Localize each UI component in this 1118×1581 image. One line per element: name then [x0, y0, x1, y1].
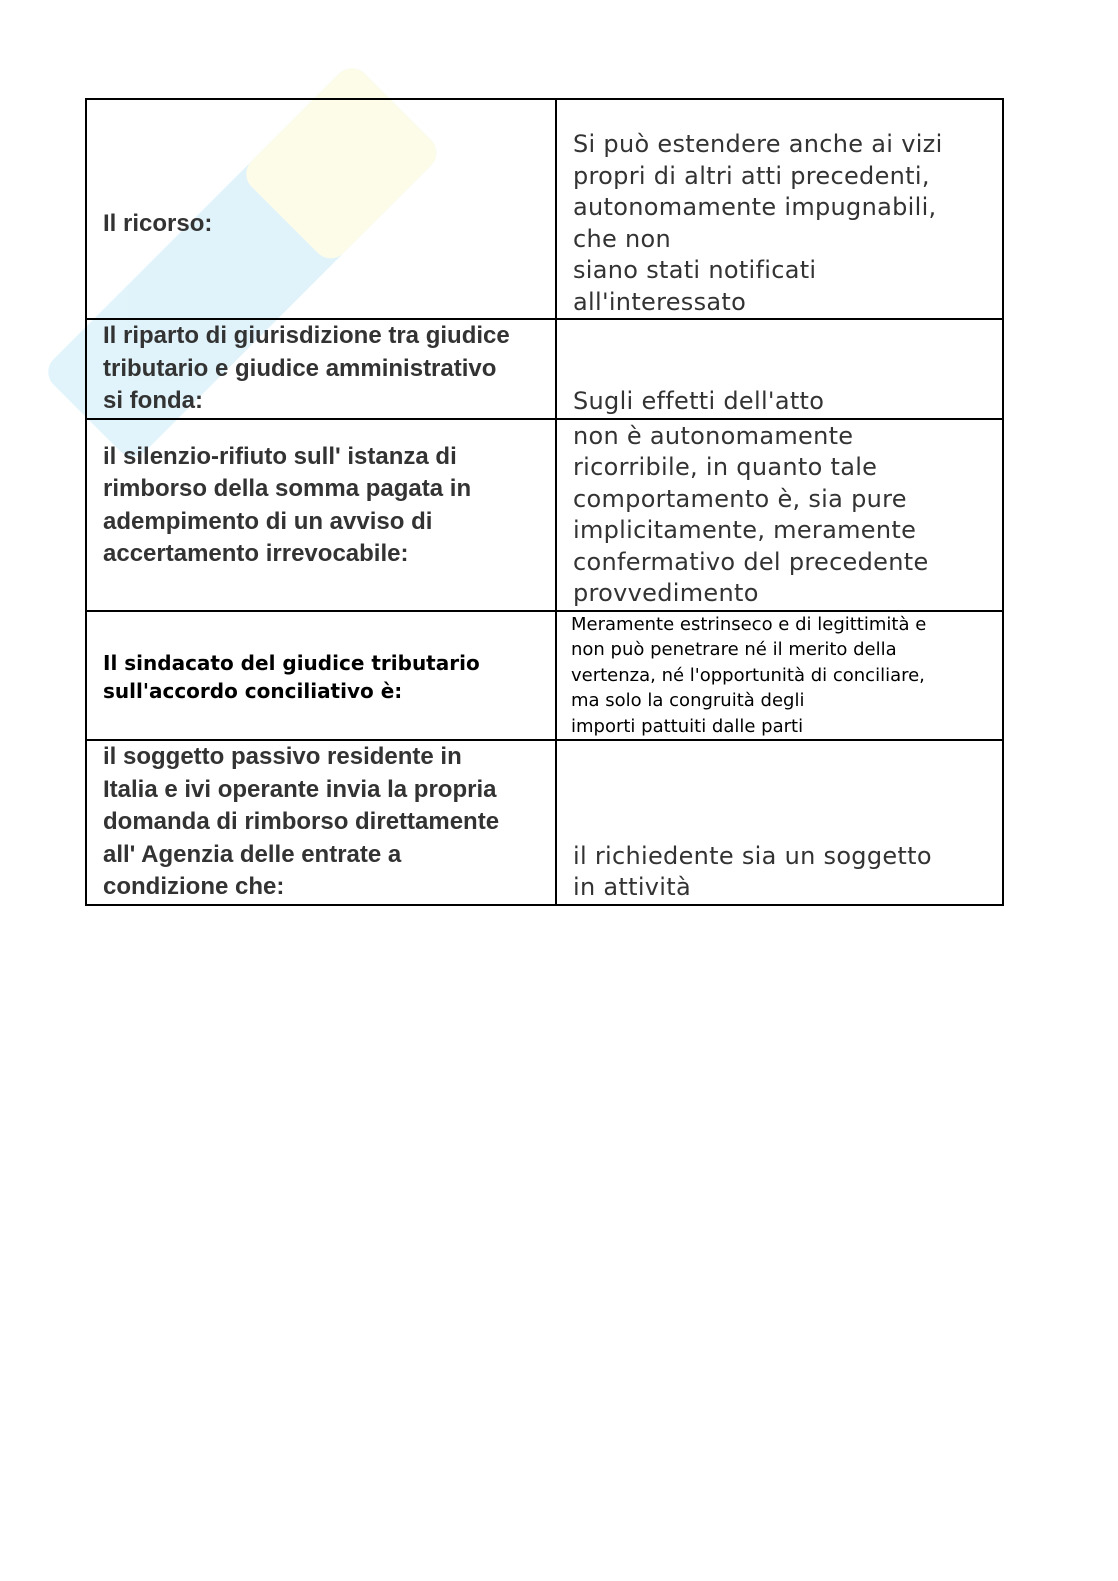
table-row — [86, 740, 1003, 905]
question-cell — [86, 611, 556, 741]
question-text: il silenzio-rifiuto sull' istanza di rimborso della somma pagata in adempimento di un avviso di accertamento irrevocabile: — [103, 442, 472, 567]
answer-text: non è autonomamente ricorribile, in quanto tale comportamento è, sia pure implicitamente, meramente confermativo del precedente provvedimento — [573, 421, 929, 607]
question-cell — [86, 419, 556, 611]
answer-cell — [556, 611, 1003, 741]
question-text: il soggetto passivo residente in Italia e ivi operante invia la propria domanda di rimborso direttamente all' Agenzia delle entrate a condizione che: — [103, 743, 500, 900]
answer-cell — [556, 319, 1003, 419]
question-cell — [86, 319, 556, 419]
table-row — [86, 611, 1003, 741]
answer-text: il richiedente sia un soggetto in attività — [573, 841, 932, 901]
answer-text: Si può estendere anche ai vizi propri di altri atti precedenti, autonomamente impugnabili, che non siano stati notificati all'interessato — [573, 130, 943, 316]
answer-cell — [556, 99, 1003, 319]
answer-cell — [556, 419, 1003, 611]
question-text: Il sindacato del giudice tributario sull'accordo conciliativo è: — [103, 651, 480, 704]
question-cell — [86, 740, 556, 905]
answer-cell — [556, 740, 1003, 905]
answer-text: Sugli effetti dell'atto — [573, 387, 825, 415]
question-text: Il riparto di giurisdizione tra giudice tributario e giudice amministrativo si fonda: — [103, 322, 510, 414]
qa-table — [85, 98, 1004, 906]
table-row — [86, 319, 1003, 419]
question-text: Il ricorso: — [103, 209, 213, 237]
answer-text: Meramente estrinseco e di legittimità e non può penetrare né il merito della vertenza, né l'opportunità di conciliare, ma solo la congruità degli importi pattuiti dalle parti — [571, 613, 927, 737]
table-row — [86, 419, 1003, 611]
question-cell — [86, 99, 556, 319]
table-row — [86, 99, 1003, 319]
